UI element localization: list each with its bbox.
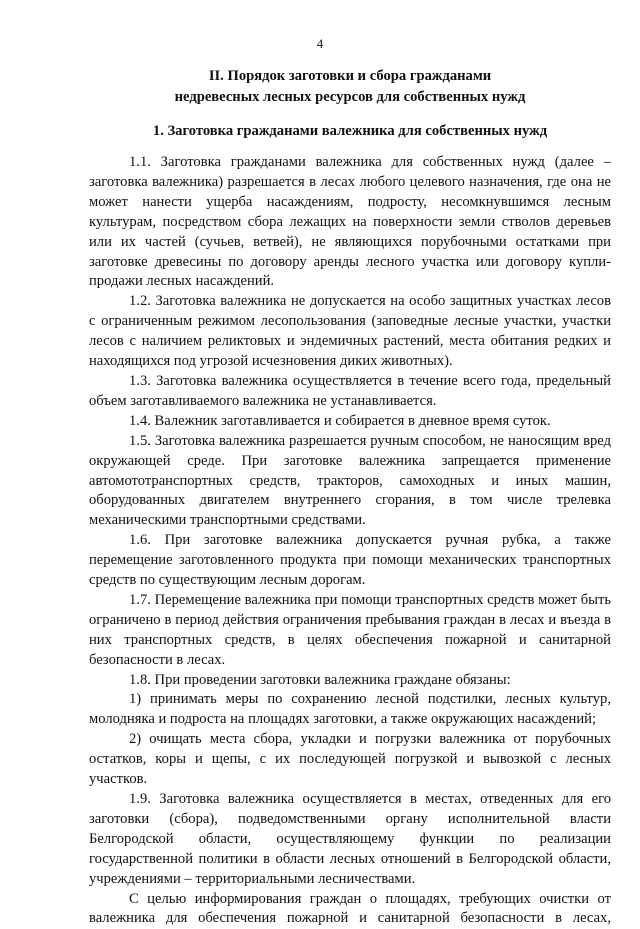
paragraph-1-8: 1.8. При проведении заготовки валежника граждане обязаны: xyxy=(129,671,511,688)
body-text xyxy=(89,153,611,929)
paragraph-1-4: 1.4. Валежник заготавливается и собирается в дневное время суток. xyxy=(129,412,551,429)
paragraph-1-7: 1.7. Перемещение валежника при помощи транспортных средств может быть ограничено в период действия ограничения пребывания граждан в лесах и въезда в них транспортных средств, в целях обеспечения пожарной и санитарной безопасности в лесах. xyxy=(89,591,611,668)
paragraph-1-5: 1.5. Заготовка валежника разрешается ручным способом, не наносящим вред окружающей среде. При заготовке валежника запрещается применение автомототранспортных средств, тракторов, самоходных и иных машин, оборудованных двигателем внутреннего сгорания, в том числе трелевка механическими транспортными средствами. xyxy=(89,432,611,529)
paragraph-continuation: С целью информирования граждан о площадях, требующих очистки от валежника для обеспечения пожарной и санитарной безопасности в лесах, xyxy=(89,890,611,927)
paragraph-1-9: 1.9. Заготовка валежника осуществляется в местах, отведенных для его заготовки (сбора), подведомственными органу исполнительной власти Белгородской области, осуществляющему функции по реализации государственной политики в области лесных отношений в Белгородской области, учреждениями – территориальными лесничествами. xyxy=(89,791,611,887)
paragraph-1-2: 1.2. Заготовка валежника не допускается на особо защитных участках лесов с ограниченным режимом лесопользования (заповедные лесные участки, участки лесов с наличием реликтовых и эндемичных растений, места обитания редких и находящихся под угрозой исчезновения диких животных). xyxy=(89,293,611,370)
section-title-line-1: II. Порядок заготовки и сбора гражданами xyxy=(208,68,492,84)
paragraph-item-1: 1) принимать меры по сохранению лесной подстилки, лесных культур, молодняка и подроста на площадях заготовки, а также окружающих насаждений; xyxy=(89,691,611,728)
paragraph-item-2: 2) очищать места сбора, укладки и погрузки валежника от порубочных остатков, коры и щепы, с их последующей погрузкой и вывозкой с лесных участков. xyxy=(89,731,611,788)
paragraph-1-6: 1.6. При заготовке валежника допускается ручная рубка, а также перемещение заготовленного продукта при помощи механических транспортных средств по существующим лесным дорогам. xyxy=(89,532,611,589)
subsection-title: 1. Заготовка гражданами валежника для собственных нужд xyxy=(152,123,548,139)
section-title-line-2: недревесных лесных ресурсов для собственных нужд xyxy=(174,89,526,105)
paragraph-1-3: 1.3. Заготовка валежника осуществляется в течение всего года, предельный объем заготавливаемого валежника не устанавливается. xyxy=(89,372,611,409)
page-number: 4 xyxy=(316,36,324,51)
paragraph-1-1: 1.1. Заготовка гражданами валежника для собственных нужд (далее – заготовка валежника) разрешается в лесах любого целевого назначения, где она не может нанести ущерба насаждениям, подросту, несомкнувшимся лесным культурам, посредством сбора лежащих на поверхности земли стволов деревьев или их частей (сучьев, ветвей), не являющихся порубочными остатками при заготовке древесины по договору аренды лесного участка или договору купли-продажи лесных насаждений. xyxy=(89,154,611,290)
section-title xyxy=(90,66,610,108)
